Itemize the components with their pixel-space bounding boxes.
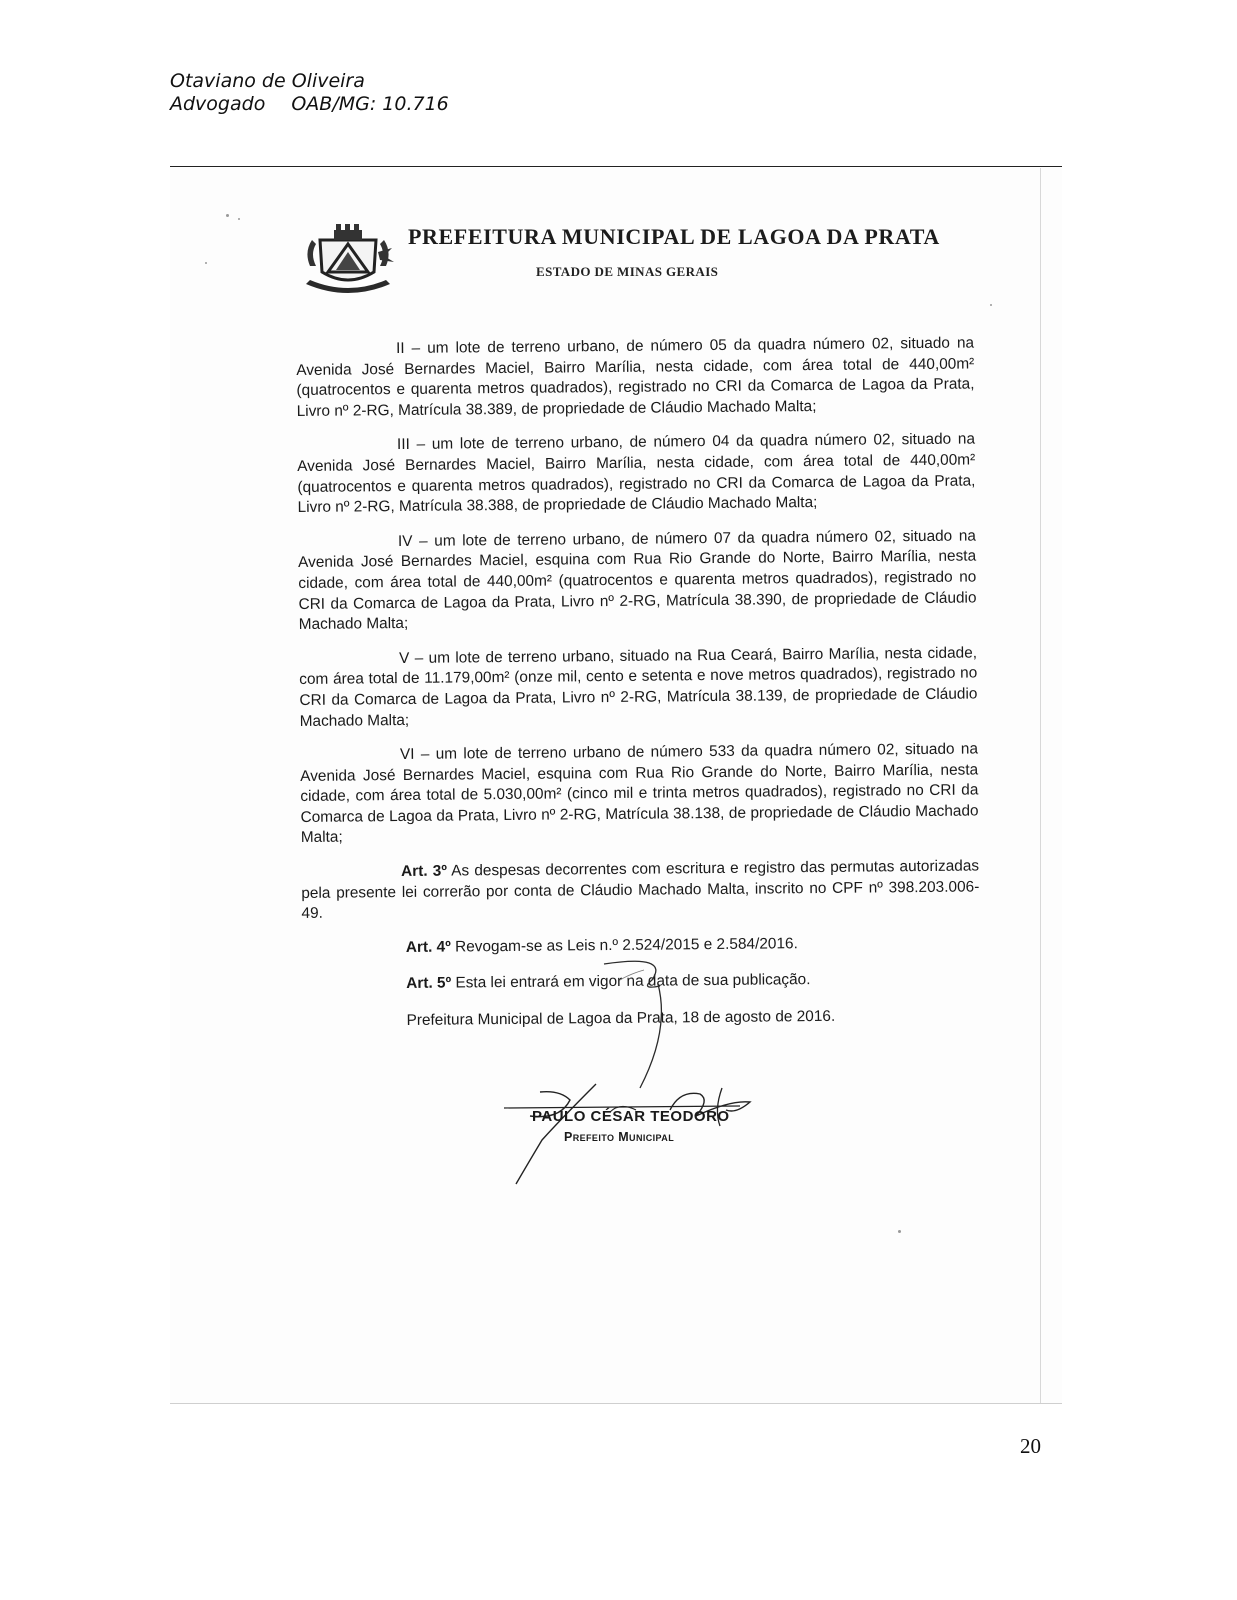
article-3-text: As despesas decorrentes com escritura e registro das permutas autorizadas pela presente lei correrão por conta de Cláudio Machado Malta, inscrito no CPF nº 398.203.006-49. bbox=[301, 857, 980, 923]
municipal-coat-of-arms-icon bbox=[300, 222, 396, 300]
handwritten-annotation-mark bbox=[600, 960, 720, 1100]
article-4-label: Art. 4º bbox=[405, 938, 451, 956]
item-ii: II – um lote de terreno urbano, de número 05 da quadra número 02, situado na Avenida José Bernardes Maciel, Bairro Marília, nesta cidade, com área total de 440,00m² (quatrocentos e quarenta metros quadrados), registrado no CRI da Comarca de Lagoa da Prata, Livro nº 2-RG, Matrícula 38.389, de propriedade de Cláudio Machado Malta; bbox=[296, 334, 975, 420]
scan-speck bbox=[238, 218, 240, 220]
scan-speck bbox=[990, 304, 992, 306]
author-name: Otaviano de Oliveira bbox=[170, 70, 365, 92]
item-vi: VI – um lote de terreno urbano de número 533 da quadra número 02, situado na Avenida José Bernardes Maciel, esquina com Rua Rio Grande do Norte, Bairro Marília, nesta cidade, com área total de 5.030,00m² (cinco mil e trinta metros quadrados), registrado no CRI da Comarca de Lagoa da Prata, Livro nº 2-RG, Matrícula 38.138, de propriedade de Cláudio Machado Malta; bbox=[300, 740, 979, 847]
article-3 bbox=[301, 857, 980, 925]
scan-edge bbox=[1040, 168, 1041, 1404]
article-5-label: Art. 5º bbox=[406, 974, 452, 993]
scan-speck bbox=[898, 1230, 901, 1233]
scan-speck bbox=[226, 214, 229, 217]
scan-speck bbox=[205, 262, 207, 264]
closing-date-line: Prefeitura Municipal de Lagoa da Prata, 18 de agosto de 2016. bbox=[406, 1007, 836, 1030]
page-number: 20 bbox=[1020, 1434, 1041, 1458]
article-5-text: Esta lei entrará em vigor na data de sua publicação. bbox=[455, 971, 811, 992]
letterhead bbox=[300, 218, 1000, 298]
author-credentials bbox=[170, 93, 449, 116]
scan-bottom-edge bbox=[170, 1403, 1062, 1404]
page-header bbox=[170, 70, 449, 116]
signature-block bbox=[500, 1080, 820, 1200]
letterhead-title: PREFEITURA MUNICIPAL DE LAGOA DA PRATA bbox=[408, 224, 940, 249]
law-body bbox=[296, 333, 981, 1032]
article-4-text: Revogam-se as Leis n.º 2.524/2015 e 2.584/2016. bbox=[455, 935, 798, 956]
letterhead-subtitle: ESTADO DE MINAS GERAIS bbox=[536, 264, 719, 279]
item-v: V – um lote de terreno urbano, situado na Rua Ceará, Bairro Marília, nesta cidade, com área total de 11.179,00m² (onze mil, cento e setenta e nove metros quadrados), registrado no CRI da Comarca de Lagoa da Prata, Livro nº 2-RG, Matrícula 38.139, de propriedade de Cláudio Machado Malta; bbox=[299, 644, 978, 730]
signatory-name: PAULO CÉSAR TEODORO bbox=[532, 1108, 730, 1125]
item-iii: III – um lote de terreno urbano, de número 04 da quadra número 02, situado na Avenida José Bernardes Maciel, Bairro Marília, nesta cidade, com área total de 440,00m² (quatrocentos e quarenta metros quadrados), registrado no CRI da Comarca de Lagoa da Prata, Livro nº 2-RG, Matrícula 38.388, de propriedade de Cláudio Machado Malta; bbox=[297, 430, 976, 517]
article-3-label: Art. 3º bbox=[401, 862, 448, 881]
signatory-title: Prefeito Municipal bbox=[564, 1130, 675, 1144]
header-divider bbox=[170, 166, 1062, 167]
author-role: Advogado bbox=[170, 93, 266, 115]
author-registration: OAB/MG: 10.716 bbox=[291, 93, 449, 115]
item-iv: IV – um lote de terreno urbano, de número 07 da quadra número 02, situado na Avenida José Bernardes Maciel, esquina com Rua Rio Grande do Norte, Bairro Marília, nesta cidade, com área total de 440,00m² (quatrocentos e quarenta metros quadrados), registrado no CRI da Comarca de Lagoa da Prata, Livro nº 2-RG, Matrícula 38.390, de propriedade de Cláudio Machado Malta; bbox=[298, 527, 977, 634]
article-4 bbox=[406, 932, 980, 958]
